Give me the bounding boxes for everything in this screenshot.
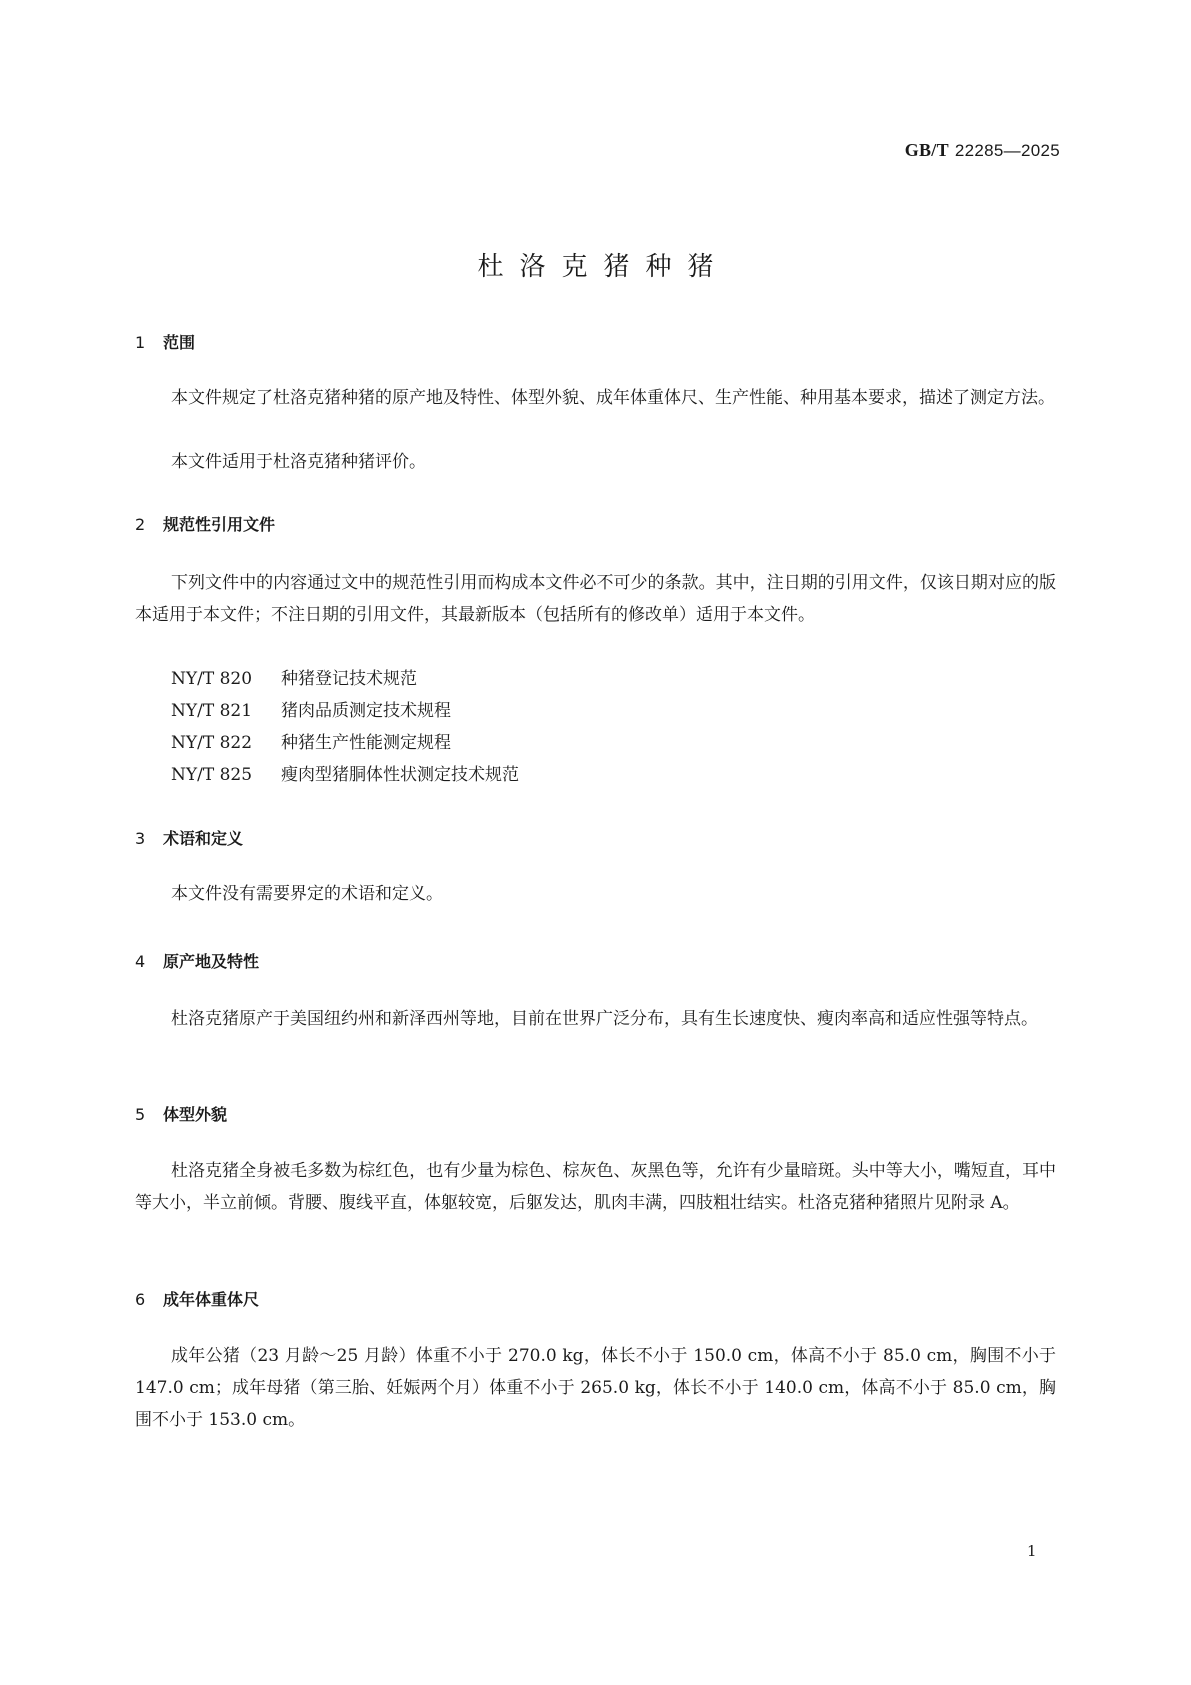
section-title: 体型外貌 bbox=[163, 1105, 228, 1124]
section-number: 1 bbox=[135, 333, 146, 352]
reference-code: NY/T 822 bbox=[171, 733, 253, 753]
section-title: 术语和定义 bbox=[163, 829, 244, 848]
reference-item bbox=[171, 759, 519, 791]
section-number: 2 bbox=[135, 515, 146, 534]
document-title: 杜洛克猪种猪 bbox=[477, 252, 730, 282]
paragraph: 本文件规定了杜洛克猪种猪的原产地及特性、体型外貌、成年体重体尺、生产性能、种用基本要求，描述了测定方法。 bbox=[171, 388, 1055, 408]
section-heading-appearance bbox=[135, 1102, 227, 1125]
reference-title: 瘦肉型猪胴体性状测定技术规范 bbox=[281, 765, 519, 785]
section-heading-origin bbox=[135, 949, 259, 972]
section-title: 规范性引用文件 bbox=[163, 515, 276, 534]
reference-item bbox=[171, 695, 451, 727]
reference-title: 种猪生产性能测定规程 bbox=[281, 733, 451, 753]
reference-title: 猪肉品质测定技术规程 bbox=[281, 701, 451, 721]
standard-prefix: GB/T bbox=[904, 140, 949, 160]
section-number: 3 bbox=[135, 829, 146, 848]
reference-item bbox=[171, 727, 451, 759]
reference-title: 种猪登记技术规范 bbox=[281, 669, 417, 689]
section-title: 范围 bbox=[163, 333, 196, 352]
paragraph: 成年公猪（23 月龄～25 月龄）体重不小于 270.0 kg，体长不小于 150.0 cm，体高不小于 85.0 cm，胸围不小于 147.0 cm；成年母猪（第三胎、妊娠两个月）体重不小于 265.0 kg，体长不小于 140.0 cm，体高不小于 85.0 cm，胸围不小于 153.0 cm。 bbox=[135, 1346, 1056, 1430]
paragraph: 本文件没有需要界定的术语和定义。 bbox=[171, 884, 443, 904]
section-heading-scope bbox=[135, 330, 195, 353]
page-number: 1 bbox=[1027, 1542, 1037, 1560]
paragraph: 下列文件中的内容通过文中的规范性引用而构成本文件必不可少的条款。其中，注日期的引用文件，仅该日期对应的版本适用于本文件；不注日期的引用文件，其最新版本（包括所有的修改单）适用于本文件。 bbox=[135, 573, 1056, 625]
reference-code: NY/T 820 bbox=[171, 669, 253, 689]
standard-code bbox=[905, 140, 1060, 161]
section-number: 5 bbox=[135, 1105, 146, 1124]
section-title: 原产地及特性 bbox=[163, 952, 260, 971]
section-title: 成年体重体尺 bbox=[163, 1290, 260, 1309]
standard-number: 22285—2025 bbox=[954, 141, 1060, 160]
section-number: 4 bbox=[135, 952, 146, 971]
reference-code: NY/T 821 bbox=[171, 701, 253, 721]
paragraph: 杜洛克猪原产于美国纽约州和新泽西州等地，目前在世界广泛分布，具有生长速度快、瘦肉率高和适应性强等特点。 bbox=[171, 1009, 1038, 1029]
section-number: 6 bbox=[135, 1290, 146, 1309]
reference-item bbox=[171, 663, 417, 695]
section-heading-adult-body-measurements bbox=[135, 1287, 259, 1310]
paragraph: 杜洛克猪全身被毛多数为棕红色，也有少量为棕色、棕灰色、灰黑色等，允许有少量暗斑。头中等大小，嘴短直，耳中等大小，半立前倾。背腰、腹线平直，体躯较宽，后躯发达，肌肉丰满，四肢粗壮结实。杜洛克猪种猪照片见附录 A。 bbox=[135, 1161, 1056, 1213]
reference-code: NY/T 825 bbox=[171, 765, 253, 785]
section-heading-normative-references bbox=[135, 512, 275, 535]
section-heading-terms-definitions bbox=[135, 826, 243, 849]
paragraph: 本文件适用于杜洛克猪种猪评价。 bbox=[171, 452, 426, 472]
